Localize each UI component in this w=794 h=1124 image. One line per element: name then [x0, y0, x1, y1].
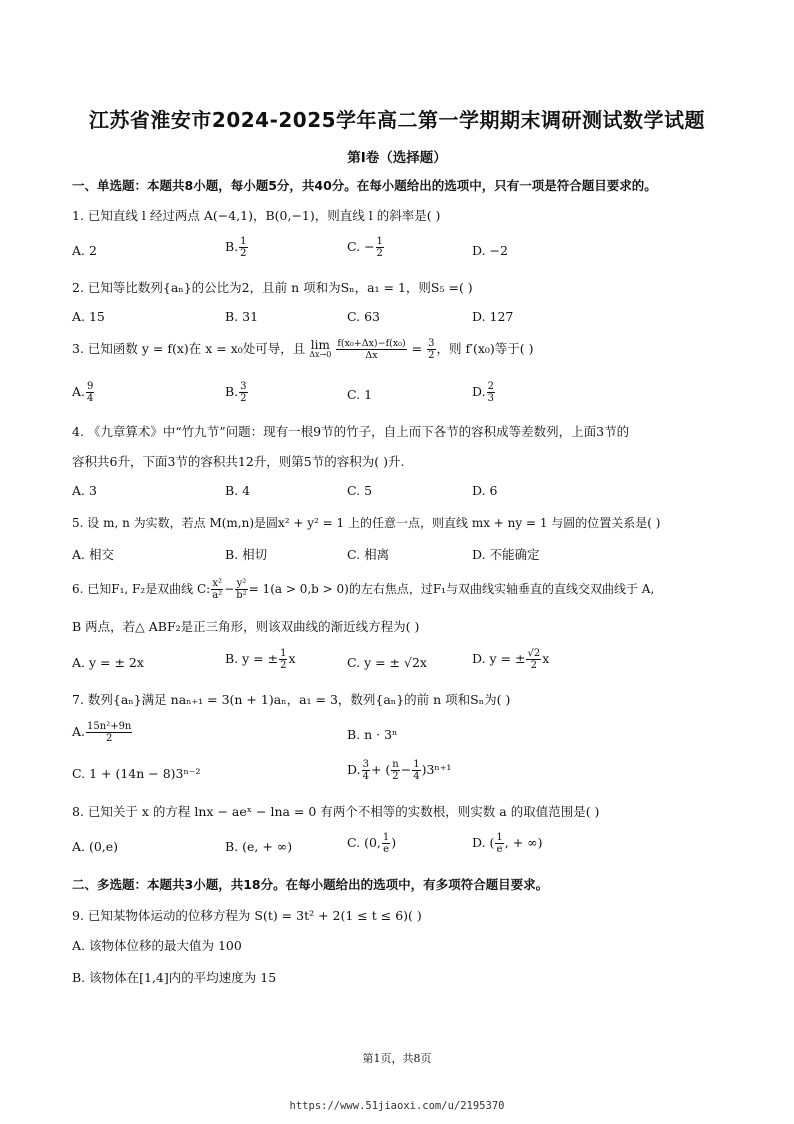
- question-8-stem: 8. 已知关于 x 的方程 lnx − aeˣ − lna = 0 有两个不相等的实数根，则实数 a 的取值范围是( ): [72, 804, 600, 819]
- question-7-option-a: A. $\frac{\text{15n²+9n}}{2}$: [72, 721, 132, 744]
- question-9-option-a: A. 该物体位移的最大值为 100: [72, 938, 242, 953]
- question-4-option-d: D. 6: [472, 483, 498, 498]
- question-8-option-c: C. (0, $\frac{1}{e}$ ): [347, 832, 397, 855]
- question-4-option-c: C. 5: [347, 483, 373, 498]
- question-2-option-a: A. 15: [72, 309, 105, 324]
- section-single-choice-heading: 一、单选题：本题共8小题，每小题5分，共40分。在每小题给出的选项中，只有一项是符合题目要求的。: [72, 178, 657, 193]
- question-9-option-b: B. 该物体在[1,4]内的平均速度为 15: [72, 970, 277, 985]
- question-7-option-b: B. n · 3ⁿ: [347, 727, 398, 742]
- page-subtitle: 第I卷（选择题）: [347, 150, 447, 166]
- question-8-option-b: B. (e, + ∞): [225, 839, 293, 854]
- question-6-stem-line-2: B 两点，若△ ABF₂是正三角形，则该双曲线的渐近线方程为( ): [72, 619, 420, 634]
- question-5-option-d: D. 不能确定: [472, 547, 540, 562]
- question-8-option-a: A. (0,e): [72, 839, 119, 854]
- question-5-option-a: A. 相交: [72, 547, 114, 562]
- question-1-option-b: B. $\frac{1}{2}$: [225, 236, 247, 259]
- source-watermark: https://www.51jiaoxi.com/u/2195370: [289, 1100, 505, 1112]
- question-7-option-c: C. 1 + (14n − 8)3ⁿ⁻²: [72, 766, 201, 781]
- question-2-option-d: D. 127: [472, 309, 514, 324]
- question-3-option-c: C. 1: [347, 387, 373, 402]
- question-6-option-b: B. y = ± $\frac{1}{2}$ x: [225, 648, 296, 671]
- page-number-footer: 第1页，共8页: [362, 1052, 432, 1065]
- question-6-option-a: A. y = ± 2x: [72, 655, 144, 670]
- question-1-option-c: C. − $\frac{1}{2}$: [347, 236, 383, 259]
- question-6-option-c: C. y = ± √2x: [347, 655, 427, 670]
- question-3-option-b: B. $\frac{3}{2}$: [225, 381, 247, 404]
- question-8-option-d: D. ( $\frac{1}{e}$ , + ∞): [472, 832, 543, 855]
- question-5-stem: 5. 设 m, n 为实数，若点 M(m,n)是圆x² + y² = 1 上的任意一点，则直线 mx + ny = 1 与圆的位置关系是( ): [72, 516, 661, 530]
- question-7-option-d: D. $\frac{3}{4}$ + ( $\frac{n}{2}$ − $\frac{1}{4}$ )3ⁿ⁺¹: [347, 759, 452, 782]
- question-3-option-a: A. $\frac{9}{4}$: [72, 381, 94, 404]
- page-title: 江苏省淮安市2024-2025学年高二第一学期期末调研测试数学试题: [88, 108, 706, 132]
- question-2-stem: 2. 已知等比数列{aₙ}的公比为2，且前 n 项和为Sₙ，a₁ = 1，则S₅ =( ): [72, 280, 473, 295]
- question-7-stem: 7. 数列{aₙ}满足 naₙ₊₁ = 3(n + 1)aₙ，a₁ = 3，数列{aₙ}的前 n 项和Sₙ为( ): [72, 692, 511, 707]
- section-multiple-choice-heading: 二、多选题：本题共3小题，共18分。在每小题给出的选项中，有多项符合题目要求。: [72, 877, 549, 892]
- question-6-stem-line-1: 6. 已知F₁, F₂是双曲线 C: $\frac{\text{x²}}{\text{a²}}$ − $\frac{\text{y²}}{\text{b²}}$ = 1(a > 0,b > 0)的左右焦点，过F₁与双曲线实轴垂直的直线交双曲线于 A,: [72, 578, 655, 601]
- question-1-option-a: A. 2: [72, 243, 97, 258]
- question-1-stem: 1. 已知直线 l 经过两点 A(−4,1)，B(0,−1)，则直线 l 的斜率是( ): [72, 208, 441, 223]
- question-9-stem: 9. 已知某物体运动的位移方程为 S(t) = 3t² + 2(1 ≤ t ≤ 6)( ): [72, 908, 422, 923]
- question-5-option-c: C. 相离: [347, 547, 390, 562]
- question-4-option-b: B. 4: [225, 483, 251, 498]
- question-5-option-b: B. 相切: [225, 547, 268, 562]
- question-4-stem-line-2: 容积共6升，下面3节的容积共12升，则第5节的容积为( )升.: [72, 454, 405, 469]
- question-3-stem: 3. 已知函数 y = f(x)在 x = x₀处可导，且 lim Δx→0 $\frac{\text{f(x₀+Δx)−f(x₀)}}{\Delta x}$ = $\frac{3}{2}$ ，则 f′(x₀)等于( ): [72, 337, 534, 361]
- question-4-stem-line-1: 4. 《九章算术》中“竹九节”问题：现有一根9节的竹子，自上而下各节的容积成等差数列，上面3节的: [72, 424, 630, 439]
- question-2-option-c: C. 63: [347, 309, 380, 324]
- question-1-option-d: D. −2: [472, 243, 508, 258]
- question-2-option-b: B. 31: [225, 309, 259, 324]
- question-3-option-d: D. $\frac{2}{3}$: [472, 381, 494, 404]
- question-4-option-a: A. 3: [72, 483, 97, 498]
- question-6-option-d: D. y = ± $\frac{√2}{2}$ x: [472, 648, 550, 671]
